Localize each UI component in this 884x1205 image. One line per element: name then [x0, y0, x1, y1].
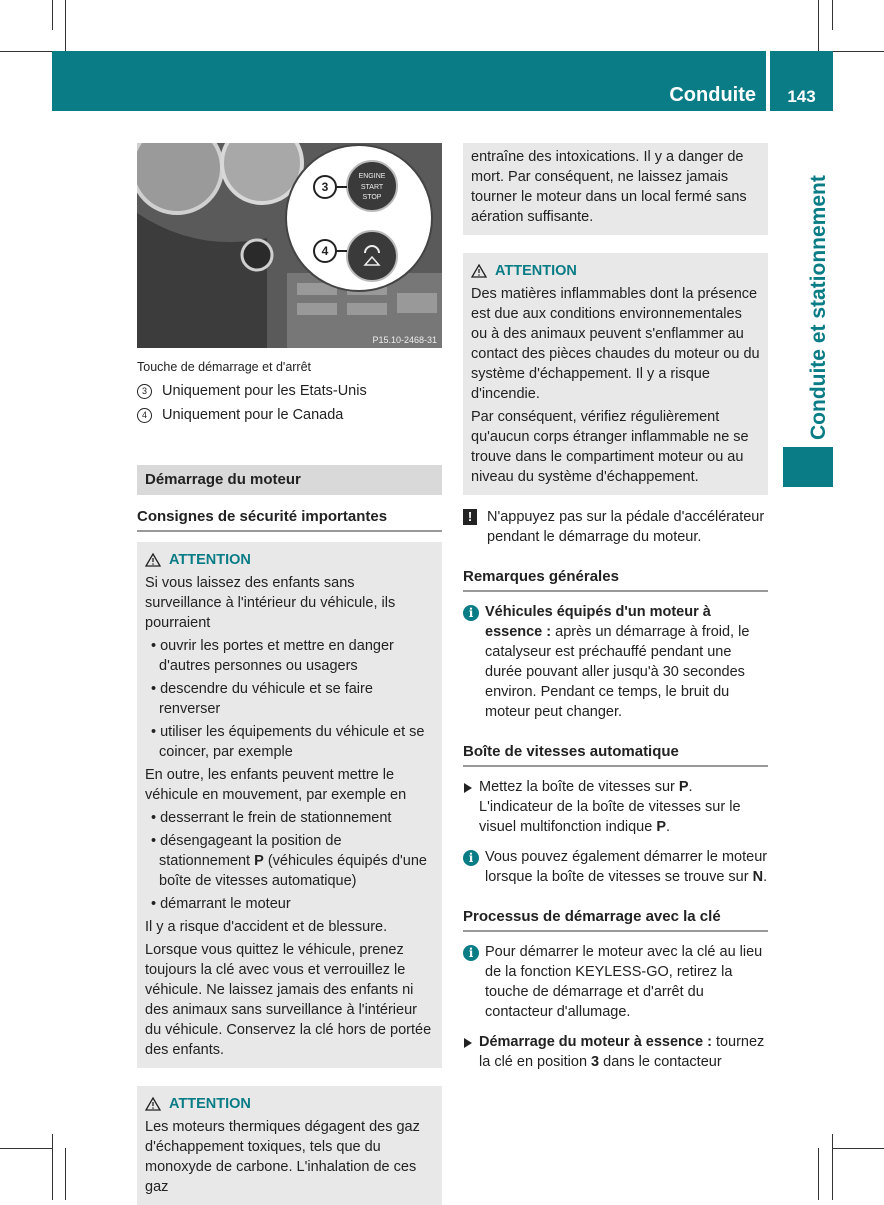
dashboard-photo: [137, 143, 442, 348]
subheading: Consignes de sécurité importantes: [137, 507, 442, 532]
warning-box: [137, 1086, 442, 1205]
figure-caption: Touche de démarrage et d'arrêt: [137, 360, 312, 374]
arrow-icon: [464, 1038, 472, 1048]
start-label: START: [360, 184, 384, 191]
marker-3: 3: [321, 180, 329, 194]
crop-mark: [818, 1148, 819, 1200]
left-column: [137, 143, 442, 1205]
crop-mark: [832, 0, 833, 30]
step-text: Démarrage du moteur à essence : tournez la clé en position 3 dans le contacteur: [479, 1034, 765, 1070]
warning-text: entraîne des intoxications. Il y a danger de mort. Par conséquent, ne laissez jamais tourner le moteur dans un local fermé sans aération suffisante.: [471, 149, 747, 225]
step-item: [463, 1032, 768, 1072]
subheading: Remarques générales: [463, 567, 768, 592]
side-tab: [783, 140, 833, 440]
crop-mark: [818, 0, 819, 52]
info-note: [463, 942, 768, 1022]
dashboard-illustration: [137, 143, 442, 348]
warning-text: Les moteurs thermiques dégagent des gaz d'échappement toxiques, tels que du monoxyde de carbone. L'inhalation de ces gaz: [145, 1119, 420, 1195]
info-text: Véhicules équipés d'un moteur à essence : après un démarrage à froid, le catalyseur est préchauffé pendant une durée pouvant aller jusqu'à 30 secondes environ. Pendant ce temps, le bruit du moteur peut changer.: [485, 604, 750, 720]
crop-mark: [52, 1134, 53, 1200]
warning-text: Lorsque vous quittez le véhicule, prenez toujours la clé avec vous et verrouillez le véhicule. Ne laissez jamais des enfants ni des animaux sans surveillance à l'intérieur du véhicule. Conservez la clé hors de portée des enfants.: [145, 942, 432, 1058]
list-item: [137, 405, 442, 425]
warning-title: ATTENTION: [145, 1094, 434, 1114]
list-item-text: Uniquement pour le Canada: [162, 407, 344, 423]
list-item: [137, 381, 442, 401]
stop-label: STOP: [362, 194, 382, 201]
bullet-item: • désengageant la position de stationnement P (véhicules équipés d'une boîte de vitesses automatique): [151, 833, 427, 889]
warning-text: Des matières inflammables dont la présence est due aux conditions environnementales ou à des animaux peuvent s'enflammer au contact des pièces chaudes du moteur ou du système d'échappement. Il y a risque d'incendie.: [471, 286, 760, 402]
side-tab-marker: [783, 447, 833, 487]
warning-box: [137, 542, 442, 1068]
crop-mark: [65, 1148, 66, 1200]
crop-mark: [832, 51, 884, 52]
crop-mark: [832, 1148, 884, 1149]
warning-box: [463, 253, 768, 495]
marker-4: 4: [321, 244, 329, 258]
warning-title: ATTENTION: [471, 261, 760, 281]
warning-title: ATTENTION: [145, 550, 434, 570]
step-text: Mettez la boîte de vitesses sur P. L'indicateur de la boîte de vitesses sur le visuel multifonction indique P.: [479, 779, 741, 835]
note-text: N'appuyez pas sur la pédale d'accélérateur pendant le démarrage du moteur.: [487, 509, 765, 545]
info-note: [463, 847, 768, 887]
crop-mark: [0, 1148, 52, 1149]
info-icon: i: [463, 945, 479, 961]
right-column: [463, 143, 768, 1072]
figure-code: P15.10-2468-31: [372, 335, 437, 345]
bullet-item: • ouvrir les portes et mettre en danger d'autres personnes ou usagers: [151, 638, 394, 674]
exclamation-icon: !: [463, 509, 477, 525]
info-text: Vous pouvez également démarrer le moteur lorsque la boîte de vitesses se trouve sur N.: [485, 849, 768, 885]
warning-text: Si vous laissez des enfants sans surveillance à l'intérieur du véhicule, ils pourraient: [145, 575, 396, 631]
page-title: Conduite: [669, 84, 756, 106]
bullet-item: • desserrant le frein de stationnement: [151, 810, 392, 826]
info-icon: i: [463, 850, 479, 866]
warning-icon: [471, 264, 487, 278]
warning-text: En outre, les enfants peuvent mettre le véhicule en mouvement, par exemple en: [145, 767, 407, 803]
crop-mark: [65, 0, 66, 52]
bullet-item: • descendre du véhicule et se faire renverser: [151, 681, 373, 717]
page-number: 143: [787, 87, 816, 106]
warning-text: Il y a risque d'accident et de blessure.: [145, 919, 388, 935]
subheading: Boîte de vitesses automatique: [463, 742, 768, 767]
warning-icon: [145, 1097, 161, 1111]
number-circle: 3: [137, 384, 152, 399]
arrow-icon: [464, 783, 472, 793]
caution-note: [463, 507, 768, 547]
info-note: [463, 602, 768, 722]
warning-box-continued: [463, 143, 768, 235]
side-tab-label: Conduite et stationnement: [807, 175, 830, 440]
step-item: [463, 777, 768, 837]
bullet-item: • démarrant le moteur: [151, 896, 291, 912]
crop-mark: [832, 1134, 833, 1200]
list-item-text: Uniquement pour les Etats-Unis: [162, 383, 367, 399]
crop-mark: [0, 51, 52, 52]
engine-label: ENGINE: [358, 173, 386, 180]
info-text: Pour démarrer le moteur avec la clé au lieu de la fonction KEYLESS-GO, retirez la touche de démarrage et d'arrêt du contacteur d'allumage.: [485, 944, 763, 1020]
crop-mark: [52, 0, 53, 30]
warning-icon: [145, 553, 161, 567]
info-icon: i: [463, 605, 479, 621]
number-circle: 4: [137, 408, 152, 423]
warning-text: Par conséquent, vérifiez régulièrement qu'aucun corps étranger inflammable ne se trouve dans le compartiment moteur ou au niveau du système d'échappement.: [471, 409, 749, 485]
subheading: Processus de démarrage avec la clé: [463, 907, 768, 932]
section-title: Démarrage du moteur: [137, 465, 442, 495]
bullet-item: • utiliser les équipements du véhicule et se coincer, par exemple: [151, 724, 425, 760]
